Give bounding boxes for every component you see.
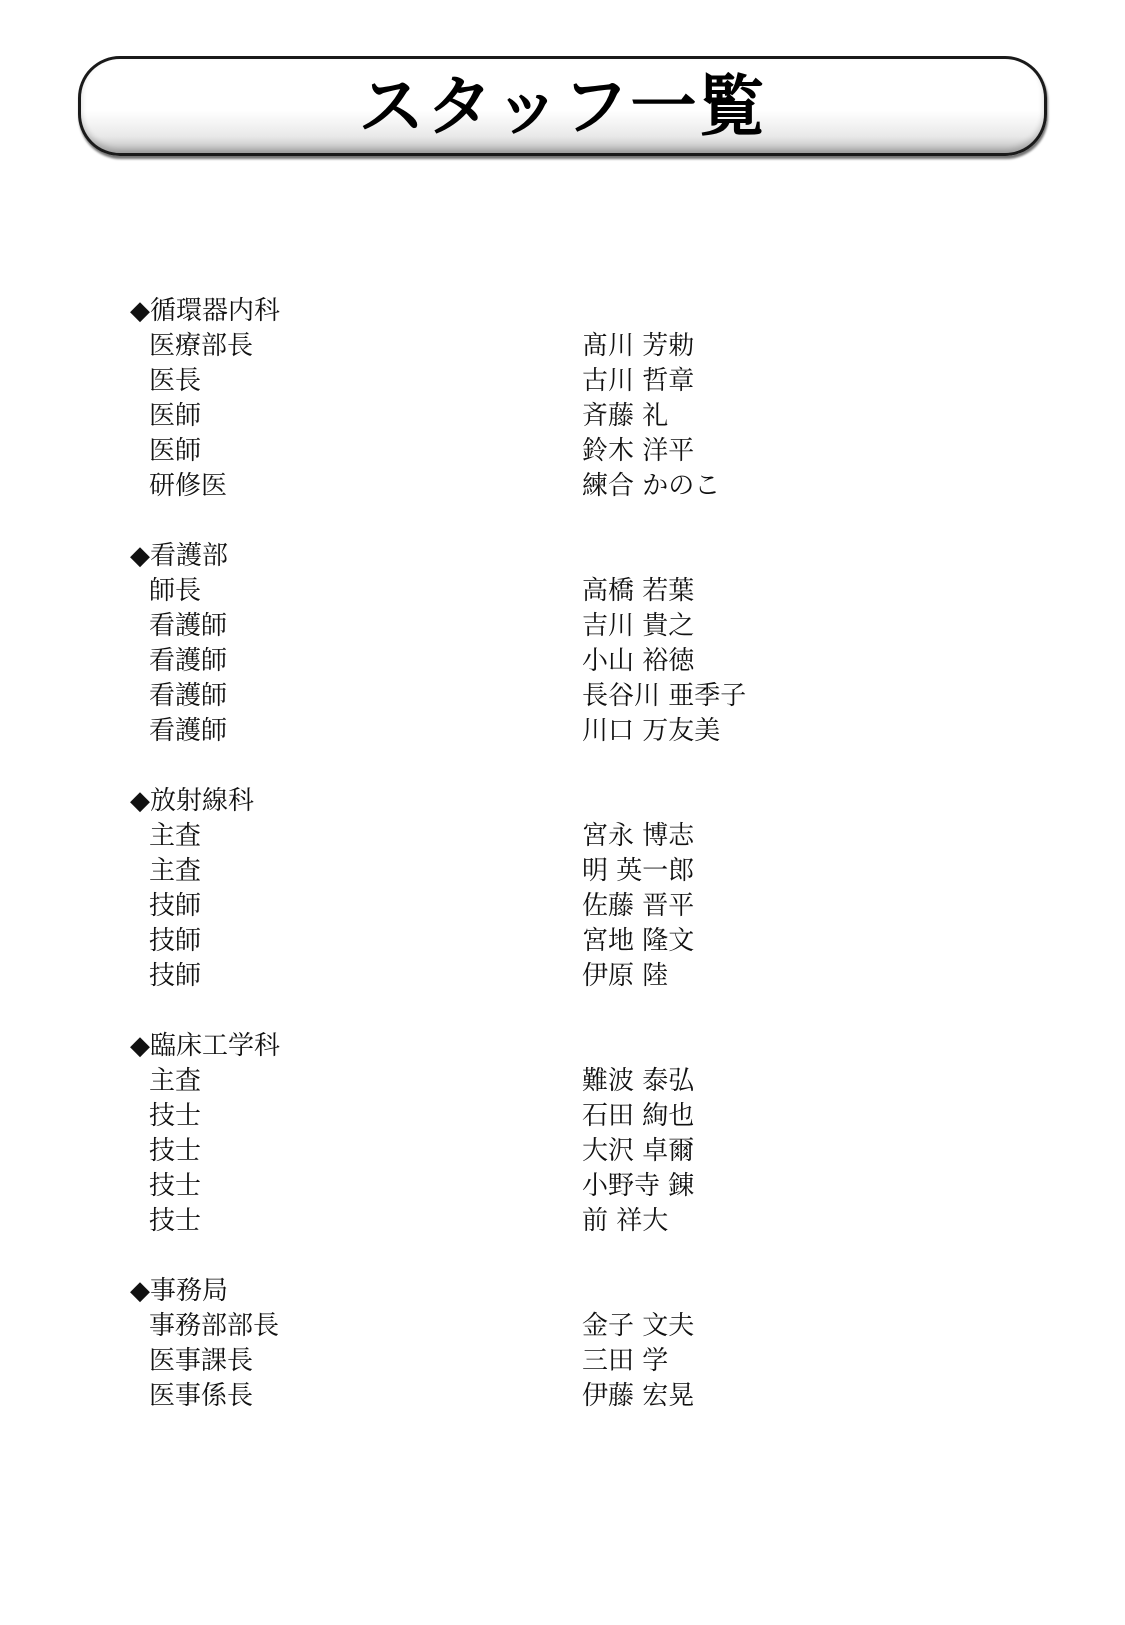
staff-name: 小山 裕徳 — [582, 646, 695, 676]
staff-role: 医事課長 — [149, 1346, 254, 1376]
staff-name: 川口 万友美 — [582, 716, 721, 746]
staff-row — [130, 364, 1030, 399]
staff-name: 伊藤 宏晃 — [582, 1381, 695, 1411]
staff-name: 古川 哲章 — [582, 366, 695, 396]
staff-name: 斉藤 礼 — [582, 401, 669, 431]
staff-row — [130, 1169, 1030, 1204]
section-clinical-engineering — [130, 1029, 1030, 1239]
staff-role: 技士 — [149, 1101, 202, 1131]
staff-name: 宮地 隆文 — [582, 926, 695, 956]
staff-row — [130, 889, 1030, 924]
staff-name: 伊原 陸 — [582, 961, 669, 991]
staff-row — [130, 1379, 1030, 1414]
staff-role: 看護師 — [149, 646, 228, 676]
staff-row — [130, 924, 1030, 959]
staff-role: 事務部部長 — [149, 1311, 280, 1341]
staff-row — [130, 959, 1030, 994]
section-heading: ◆循環器内科 — [130, 296, 280, 326]
staff-name: 佐藤 晋平 — [582, 891, 695, 921]
staff-name: 髙川 芳勅 — [582, 331, 695, 361]
section-heading: ◆放射線科 — [130, 786, 254, 816]
staff-row — [130, 679, 1030, 714]
staff-name: 小野寺 錬 — [582, 1171, 695, 1201]
staff-row — [130, 329, 1030, 364]
page-title: スタッフ一覧 — [358, 68, 767, 145]
staff-row — [130, 434, 1030, 469]
staff-role: 技士 — [149, 1171, 202, 1201]
staff-row — [130, 469, 1030, 504]
staff-role: 主査 — [149, 856, 202, 886]
staff-name: 前 祥大 — [582, 1206, 669, 1236]
staff-row — [130, 819, 1030, 854]
staff-name: 宮永 博志 — [582, 821, 695, 851]
staff-role: 研修医 — [149, 471, 228, 501]
staff-name: 石田 絢也 — [582, 1101, 695, 1131]
section-heading: ◆事務局 — [130, 1276, 228, 1306]
staff-name: 三田 学 — [582, 1346, 669, 1376]
staff-name: 高橋 若葉 — [582, 576, 695, 606]
staff-role: 医師 — [149, 436, 202, 466]
staff-row — [130, 609, 1030, 644]
section-administration — [130, 1274, 1030, 1414]
section-radiology — [130, 784, 1030, 994]
staff-name: 鈴木 洋平 — [582, 436, 695, 466]
staff-role: 医事係長 — [149, 1381, 254, 1411]
staff-row — [130, 1204, 1030, 1239]
staff-row — [130, 1134, 1030, 1169]
staff-row — [130, 1309, 1030, 1344]
section-cardiology — [130, 294, 1030, 504]
staff-row — [130, 644, 1030, 679]
staff-role: 看護師 — [149, 716, 228, 746]
staff-name: 大沢 卓爾 — [582, 1136, 695, 1166]
staff-role: 技師 — [149, 891, 202, 921]
staff-row — [130, 574, 1030, 609]
staff-role: 主査 — [149, 1066, 202, 1096]
staff-name: 吉川 貴之 — [582, 611, 695, 641]
staff-row — [130, 399, 1030, 434]
staff-role: 看護師 — [149, 681, 228, 711]
staff-row — [130, 714, 1030, 749]
section-nursing — [130, 539, 1030, 749]
staff-name: 長谷川 亜季子 — [582, 681, 747, 711]
staff-role: 看護師 — [149, 611, 228, 641]
staff-name: 練合 かのこ — [582, 471, 721, 501]
section-heading: ◆臨床工学科 — [130, 1031, 280, 1061]
staff-role: 師長 — [149, 576, 202, 606]
staff-role: 技士 — [149, 1206, 202, 1236]
staff-role: 技師 — [149, 926, 202, 956]
staff-role: 主査 — [149, 821, 202, 851]
staff-row — [130, 854, 1030, 889]
staff-list — [130, 294, 1030, 1449]
staff-row — [130, 1344, 1030, 1379]
section-heading: ◆看護部 — [130, 541, 228, 571]
staff-name: 明 英一郎 — [582, 856, 695, 886]
staff-role: 医療部長 — [149, 331, 254, 361]
staff-name: 難波 泰弘 — [582, 1066, 695, 1096]
staff-role: 技師 — [149, 961, 202, 991]
staff-role: 医師 — [149, 401, 202, 431]
staff-row — [130, 1099, 1030, 1134]
staff-name: 金子 文夫 — [582, 1311, 695, 1341]
staff-role: 医長 — [149, 366, 202, 396]
staff-row — [130, 1064, 1030, 1099]
title-banner — [78, 56, 1047, 156]
staff-role: 技士 — [149, 1136, 202, 1166]
